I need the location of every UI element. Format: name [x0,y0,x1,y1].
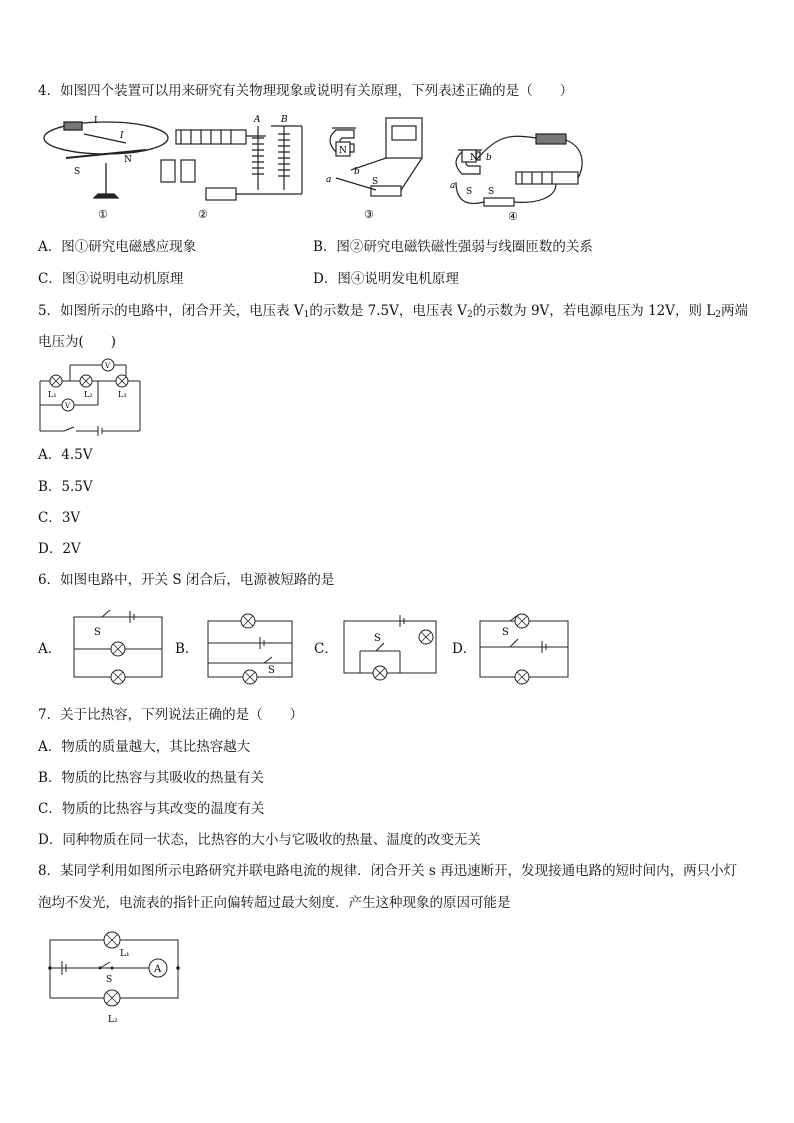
q6-label-a: A． [38,641,62,657]
q5-option-a: A．4.5V [38,447,93,463]
fig1-label-minus-plus: I [94,116,98,126]
q4-option-d: D．图④说明发电机原理 [313,271,459,287]
figure-4-motor [456,134,582,206]
fig4-a: a [450,181,456,191]
q6c-s: S [374,633,381,644]
svg-text:V: V [105,362,111,370]
fig1-s: S [74,167,81,177]
q6d-s: S [502,627,509,638]
fig-label-2: ② [198,208,208,221]
q4-option-c: C．图③说明电动机原理 [38,271,184,287]
q7-stem: 7．关于比热容，下列说法正确的是（ ） [38,707,304,723]
q8-l1: L₁ [120,949,130,959]
fig-label-3: ③ [364,208,374,221]
fig2-a: A [254,115,261,125]
q6-label-b: B． [175,641,199,657]
fig3-b: b [354,167,360,177]
q8-circuit [44,928,184,1028]
q5-stem-line2: 电压为( ) [38,334,117,350]
q5-l3: L₃ [118,390,127,399]
fig1-current-label: I [120,131,124,141]
q4-figures [36,108,596,228]
q7-option-a: A．物质的质量越大，其比热容越大 [38,739,251,755]
q7-option-d: D．同种物质在同一状态，比热容的大小与它吸收的热量、温度的改变无关 [38,832,481,848]
fig4-s1: S [466,187,473,197]
fig4-b: b [486,153,492,163]
q5-l1: L₁ [48,390,57,399]
fig3-s: S [372,177,379,187]
q6-stem: 6．如图电路中，开关 S 闭合后，电源被短路的是 [38,572,335,588]
fig4-n: N [470,153,478,163]
svg-text:V: V [65,402,71,410]
q5-option-d: D．2V [38,541,81,557]
q5-l2: L₂ [84,390,93,399]
q6-label-c: C． [314,641,338,657]
q8-l2: L₂ [108,1015,118,1025]
q6b-s: S [268,665,275,676]
fig4-s2: S [488,187,495,197]
q6-circuits [60,605,580,695]
q8-stem-line1: 8．某同学利用如图所示电路研究并联电路电流的规律．闭合开关 s 再迅速断开，发现接通电路的短时间内，两只小灯 [38,863,738,879]
q6a-s: S [94,627,101,638]
q5-option-c: C．3V [38,510,81,526]
q7-option-c: C．物质的比热容与其改变的温度有关 [38,801,265,817]
figure-1-compass-wire [44,122,168,198]
fig-label-1: ① [98,208,108,221]
fig3-n: N [339,146,347,156]
q7-option-b: B．物质的比热容与其吸收的热量有关 [38,770,264,786]
q8-ammeter-label: A [154,964,162,975]
q6-label-d: D． [452,641,477,657]
q4-option-a: A．图①研究电磁感应现象 [38,239,197,255]
q4-option-b: B．图②研究电磁铁磁性强弱与线圈匝数的关系 [313,239,593,255]
fig3-a: a [326,175,332,185]
q5-option-b: B．5.5V [38,479,93,495]
q4-stem: 4．如图四个装置可以用来研究有关物理现象或说明有关原理，下列表述正确的是（ ） [38,83,574,99]
fig-label-4: ④ [508,210,518,223]
q5-stem: 5．如图所示的电路中，闭合开关，电压表 $V_1$的示数是 7.5V，电压表 $V_2$的示数为 9V，若电源电压为 12V，则 $L_2$两端 [38,303,749,320]
fig2-b: B [281,115,288,125]
q8-stem-line2: 泡均不发光，电流表的指针正向偏转超过最大刻度．产生这种现象的原因可能是 [38,895,511,911]
q5-circuit [36,355,146,437]
q8-s: S [106,975,113,985]
fig1-n: N [124,155,132,165]
figure-2-electromagnets [161,126,302,200]
